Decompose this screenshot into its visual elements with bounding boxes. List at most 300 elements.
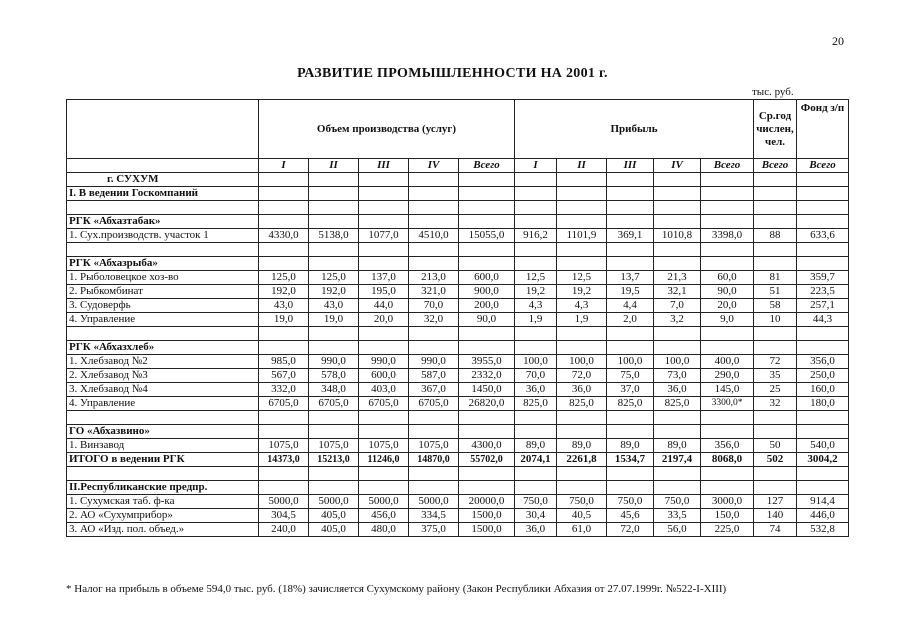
value-cell: 334,5 (409, 509, 459, 523)
value-cell: 2074,1 (515, 453, 557, 467)
empty-cell (515, 243, 557, 257)
blank-cell (67, 243, 259, 257)
empty-cell (654, 173, 701, 187)
empty-cell (701, 215, 754, 229)
empty-cell (754, 173, 797, 187)
empty-cell (797, 215, 849, 229)
value-cell: 51 (754, 285, 797, 299)
value-cell: 56,0 (654, 523, 701, 537)
empty-cell (409, 243, 459, 257)
empty-cell (359, 215, 409, 229)
value-cell: 19,0 (309, 313, 359, 327)
row-name-cell: 4. Управление (67, 313, 259, 327)
value-cell: 4,3 (515, 299, 557, 313)
empty-cell (259, 187, 309, 201)
empty-cell (754, 243, 797, 257)
value-cell: 9,0 (701, 313, 754, 327)
value-cell: 192,0 (259, 285, 309, 299)
empty-cell (754, 187, 797, 201)
value-cell: 375,0 (409, 523, 459, 537)
value-cell: 81 (754, 271, 797, 285)
empty-cell (259, 173, 309, 187)
value-cell: 1500,0 (459, 509, 515, 523)
table-row (67, 299, 849, 313)
value-cell: 5000,0 (259, 495, 309, 509)
header-fund: Фонд з/п (797, 100, 849, 159)
empty-cell (515, 425, 557, 439)
value-cell: 332,0 (259, 383, 309, 397)
empty-cell (607, 411, 654, 425)
blank-row (67, 411, 849, 425)
value-cell: 321,0 (409, 285, 459, 299)
table-row (67, 369, 849, 383)
empty-cell (309, 341, 359, 355)
city-name-cell: г. СУХУМ (67, 173, 259, 187)
empty-cell (515, 201, 557, 215)
empty-cell (459, 243, 515, 257)
value-cell: 140 (754, 509, 797, 523)
subheader-profit-q2: II (557, 159, 607, 173)
header-avg-count: Ср.год числен, чел. (754, 100, 797, 159)
empty-cell (359, 327, 409, 341)
subheader-name-cell (67, 159, 259, 173)
empty-cell (259, 411, 309, 425)
value-cell: 6705,0 (259, 397, 309, 411)
value-cell: 15055,0 (459, 229, 515, 243)
value-cell: 100,0 (515, 355, 557, 369)
value-cell: 304,5 (259, 509, 309, 523)
empty-cell (797, 425, 849, 439)
subheader-vol-q1: I (259, 159, 309, 173)
row-name-cell: 2. Рыбкомбинат (67, 285, 259, 299)
empty-cell (654, 243, 701, 257)
header-profit: Прибыль (515, 100, 754, 159)
row-name-cell: 4. Управление (67, 397, 259, 411)
empty-cell (515, 467, 557, 481)
value-cell: 1075,0 (359, 439, 409, 453)
total-row (67, 453, 849, 467)
empty-cell (607, 425, 654, 439)
value-cell: 5000,0 (309, 495, 359, 509)
value-cell: 20000,0 (459, 495, 515, 509)
empty-cell (701, 425, 754, 439)
empty-cell (459, 341, 515, 355)
value-cell: 1010,8 (654, 229, 701, 243)
value-cell: 223,5 (797, 285, 849, 299)
value-cell: 3,2 (654, 313, 701, 327)
value-cell: 100,0 (557, 355, 607, 369)
header-volume: Объем производства (услуг) (259, 100, 515, 159)
empty-cell (557, 257, 607, 271)
empty-cell (309, 467, 359, 481)
empty-cell (459, 201, 515, 215)
empty-cell (607, 215, 654, 229)
empty-cell (259, 201, 309, 215)
value-cell: 356,0 (701, 439, 754, 453)
empty-cell (557, 173, 607, 187)
empty-cell (259, 341, 309, 355)
value-cell: 750,0 (607, 495, 654, 509)
empty-cell (607, 243, 654, 257)
blank-cell (67, 201, 259, 215)
empty-cell (557, 425, 607, 439)
value-cell: 825,0 (654, 397, 701, 411)
subheader-profit-q1: I (515, 159, 557, 173)
value-cell: 150,0 (701, 509, 754, 523)
value-cell: 50 (754, 439, 797, 453)
value-cell: 1075,0 (259, 439, 309, 453)
blank-row (67, 327, 849, 341)
value-cell: 540,0 (797, 439, 849, 453)
value-cell: 3004,2 (797, 453, 849, 467)
document-title: РАЗВИТИЕ ПРОМЫШЛЕННОСТИ НА 2001 г. (297, 66, 608, 81)
value-cell: 55702,0 (459, 453, 515, 467)
value-cell: 61,0 (557, 523, 607, 537)
value-cell: 11246,0 (359, 453, 409, 467)
empty-cell (607, 257, 654, 271)
empty-cell (409, 173, 459, 187)
empty-cell (309, 187, 359, 201)
city-row (67, 173, 849, 187)
empty-cell (409, 257, 459, 271)
value-cell: 137,0 (359, 271, 409, 285)
empty-cell (409, 327, 459, 341)
empty-cell (607, 467, 654, 481)
value-cell: 33,5 (654, 509, 701, 523)
table-row (67, 397, 849, 411)
empty-cell (701, 327, 754, 341)
row-name-cell: 2. Хлебзавод №3 (67, 369, 259, 383)
value-cell: 1,9 (557, 313, 607, 327)
value-cell: 127 (754, 495, 797, 509)
value-cell: 367,0 (409, 383, 459, 397)
value-cell: 502 (754, 453, 797, 467)
section-row (67, 481, 849, 495)
row-name-cell: 1. Винзавод (67, 439, 259, 453)
group-row (67, 341, 849, 355)
group-row (67, 257, 849, 271)
empty-cell (654, 187, 701, 201)
value-cell: 14373,0 (259, 453, 309, 467)
table-row (67, 439, 849, 453)
value-cell: 14870,0 (409, 453, 459, 467)
value-cell: 356,0 (797, 355, 849, 369)
value-cell: 2261,8 (557, 453, 607, 467)
value-cell: 25 (754, 383, 797, 397)
value-cell: 240,0 (259, 523, 309, 537)
value-cell: 600,0 (459, 271, 515, 285)
value-cell: 8068,0 (701, 453, 754, 467)
value-cell: 1534,7 (607, 453, 654, 467)
table-row (67, 355, 849, 369)
empty-cell (607, 201, 654, 215)
empty-cell (259, 467, 309, 481)
empty-cell (259, 257, 309, 271)
value-cell: 225,0 (701, 523, 754, 537)
value-cell: 44,3 (797, 313, 849, 327)
value-cell: 32,0 (409, 313, 459, 327)
value-cell: 403,0 (359, 383, 409, 397)
empty-cell (459, 187, 515, 201)
value-cell: 10 (754, 313, 797, 327)
empty-cell (309, 411, 359, 425)
empty-cell (797, 257, 849, 271)
value-cell: 3398,0 (701, 229, 754, 243)
value-cell: 125,0 (309, 271, 359, 285)
empty-cell (459, 467, 515, 481)
group-row (67, 425, 849, 439)
empty-cell (607, 327, 654, 341)
value-cell: 19,5 (607, 285, 654, 299)
empty-cell (409, 187, 459, 201)
empty-cell (459, 425, 515, 439)
empty-cell (754, 481, 797, 495)
value-cell: 195,0 (359, 285, 409, 299)
empty-cell (409, 411, 459, 425)
value-cell: 43,0 (259, 299, 309, 313)
value-cell: 72,0 (607, 523, 654, 537)
group-name-cell: ГО «Абхазвино» (67, 425, 259, 439)
table-row (67, 383, 849, 397)
group-row (67, 215, 849, 229)
value-cell: 750,0 (557, 495, 607, 509)
subheader-vol-total: Всего (459, 159, 515, 173)
value-cell: 12,5 (515, 271, 557, 285)
empty-cell (654, 215, 701, 229)
industry-table (66, 99, 849, 537)
empty-cell (797, 327, 849, 341)
value-cell: 990,0 (309, 355, 359, 369)
value-cell: 3955,0 (459, 355, 515, 369)
table-header-row (67, 100, 849, 159)
empty-cell (259, 481, 309, 495)
empty-cell (754, 411, 797, 425)
subheader-fund-total: Всего (797, 159, 849, 173)
empty-cell (701, 411, 754, 425)
empty-cell (309, 257, 359, 271)
empty-cell (607, 481, 654, 495)
empty-cell (309, 201, 359, 215)
table-row (67, 523, 849, 537)
empty-cell (359, 467, 409, 481)
empty-cell (515, 215, 557, 229)
empty-cell (515, 481, 557, 495)
empty-cell (797, 187, 849, 201)
empty-cell (359, 425, 409, 439)
value-cell: 192,0 (309, 285, 359, 299)
value-cell: 32 (754, 397, 797, 411)
value-cell: 250,0 (797, 369, 849, 383)
empty-cell (557, 481, 607, 495)
value-cell: 750,0 (654, 495, 701, 509)
value-cell: 44,0 (359, 299, 409, 313)
value-cell: 1450,0 (459, 383, 515, 397)
value-cell: 36,0 (557, 383, 607, 397)
value-cell: 13,7 (607, 271, 654, 285)
empty-cell (701, 467, 754, 481)
value-cell: 20,0 (701, 299, 754, 313)
empty-cell (701, 173, 754, 187)
empty-cell (309, 327, 359, 341)
value-cell: 369,1 (607, 229, 654, 243)
value-cell: 36,0 (515, 383, 557, 397)
section-name-cell: I. В ведении Госкомпаний (67, 187, 259, 201)
empty-cell (797, 341, 849, 355)
value-cell: 43,0 (309, 299, 359, 313)
value-cell: 35 (754, 369, 797, 383)
blank-row (67, 243, 849, 257)
empty-cell (409, 215, 459, 229)
empty-cell (754, 327, 797, 341)
value-cell: 7,0 (654, 299, 701, 313)
subheader-profit-total: Всего (701, 159, 754, 173)
empty-cell (459, 215, 515, 229)
empty-cell (409, 467, 459, 481)
empty-cell (259, 215, 309, 229)
empty-cell (701, 187, 754, 201)
footnote: * Налог на прибыль в объеме 594,0 тыс. руб. (18%) зачисляется Сухумскому району (Закон Республики Абхазия от 27.07.1999г. №522-I-XIII) (66, 583, 727, 595)
empty-cell (797, 173, 849, 187)
empty-cell (359, 201, 409, 215)
empty-cell (515, 411, 557, 425)
empty-cell (359, 341, 409, 355)
value-cell: 72 (754, 355, 797, 369)
value-cell: 74 (754, 523, 797, 537)
value-cell: 3000,0 (701, 495, 754, 509)
empty-cell (557, 411, 607, 425)
section-row (67, 187, 849, 201)
empty-cell (557, 187, 607, 201)
value-cell: 600,0 (359, 369, 409, 383)
empty-cell (701, 481, 754, 495)
value-cell: 90,0 (459, 313, 515, 327)
empty-cell (701, 341, 754, 355)
subheader-vol-q3: III (359, 159, 409, 173)
value-cell: 40,5 (557, 509, 607, 523)
empty-cell (701, 257, 754, 271)
empty-cell (309, 481, 359, 495)
value-cell: 45,6 (607, 509, 654, 523)
blank-cell (67, 327, 259, 341)
value-cell: 567,0 (259, 369, 309, 383)
value-cell: 456,0 (359, 509, 409, 523)
value-cell: 19,2 (515, 285, 557, 299)
empty-cell (409, 481, 459, 495)
value-cell: 36,0 (654, 383, 701, 397)
value-cell: 825,0 (515, 397, 557, 411)
empty-cell (654, 425, 701, 439)
value-cell: 480,0 (359, 523, 409, 537)
empty-cell (654, 341, 701, 355)
empty-cell (607, 173, 654, 187)
row-name-cell: 2. АО «Сухумприбор» (67, 509, 259, 523)
value-cell: 405,0 (309, 509, 359, 523)
value-cell: 916,2 (515, 229, 557, 243)
value-cell: 4510,0 (409, 229, 459, 243)
empty-cell (701, 201, 754, 215)
value-cell: 73,0 (654, 369, 701, 383)
value-cell: 3300,0* (701, 397, 754, 411)
table-row (67, 271, 849, 285)
empty-cell (515, 341, 557, 355)
value-cell: 290,0 (701, 369, 754, 383)
value-cell: 20,0 (359, 313, 409, 327)
value-cell: 5000,0 (359, 495, 409, 509)
value-cell: 990,0 (409, 355, 459, 369)
value-cell: 125,0 (259, 271, 309, 285)
empty-cell (459, 173, 515, 187)
value-cell: 348,0 (309, 383, 359, 397)
empty-cell (359, 187, 409, 201)
empty-cell (309, 243, 359, 257)
value-cell: 914,4 (797, 495, 849, 509)
empty-cell (557, 215, 607, 229)
value-cell: 21,3 (654, 271, 701, 285)
value-cell: 5138,0 (309, 229, 359, 243)
empty-cell (654, 411, 701, 425)
value-cell: 6705,0 (359, 397, 409, 411)
empty-cell (359, 411, 409, 425)
empty-cell (459, 481, 515, 495)
value-cell: 100,0 (607, 355, 654, 369)
empty-cell (515, 187, 557, 201)
value-cell: 990,0 (359, 355, 409, 369)
value-cell: 2197,4 (654, 453, 701, 467)
value-cell: 60,0 (701, 271, 754, 285)
value-cell: 405,0 (309, 523, 359, 537)
value-cell: 75,0 (607, 369, 654, 383)
subheader-vol-q4: IV (409, 159, 459, 173)
empty-cell (309, 425, 359, 439)
row-name-cell: 1. Сух.производств. участок 1 (67, 229, 259, 243)
empty-cell (557, 243, 607, 257)
value-cell: 1500,0 (459, 523, 515, 537)
value-cell: 2,0 (607, 313, 654, 327)
empty-cell (259, 327, 309, 341)
empty-cell (409, 425, 459, 439)
empty-cell (459, 257, 515, 271)
value-cell: 359,7 (797, 271, 849, 285)
blank-row (67, 201, 849, 215)
row-name-cell: 3. Хлебзавод №4 (67, 383, 259, 397)
value-cell: 578,0 (309, 369, 359, 383)
empty-cell (654, 327, 701, 341)
page-number: 20 (832, 34, 844, 48)
header-name-cell (67, 100, 259, 159)
empty-cell (797, 201, 849, 215)
value-cell: 257,1 (797, 299, 849, 313)
value-cell: 180,0 (797, 397, 849, 411)
row-name-cell: 3. Судоверфь (67, 299, 259, 313)
empty-cell (309, 173, 359, 187)
value-cell: 58 (754, 299, 797, 313)
empty-cell (259, 425, 309, 439)
empty-cell (701, 243, 754, 257)
value-cell: 70,0 (515, 369, 557, 383)
value-cell: 89,0 (557, 439, 607, 453)
empty-cell (409, 201, 459, 215)
value-cell: 90,0 (701, 285, 754, 299)
empty-cell (797, 243, 849, 257)
empty-cell (459, 411, 515, 425)
value-cell: 89,0 (607, 439, 654, 453)
empty-cell (754, 257, 797, 271)
value-cell: 6705,0 (309, 397, 359, 411)
value-cell: 32,1 (654, 285, 701, 299)
value-cell: 88 (754, 229, 797, 243)
value-cell: 200,0 (459, 299, 515, 313)
empty-cell (754, 425, 797, 439)
